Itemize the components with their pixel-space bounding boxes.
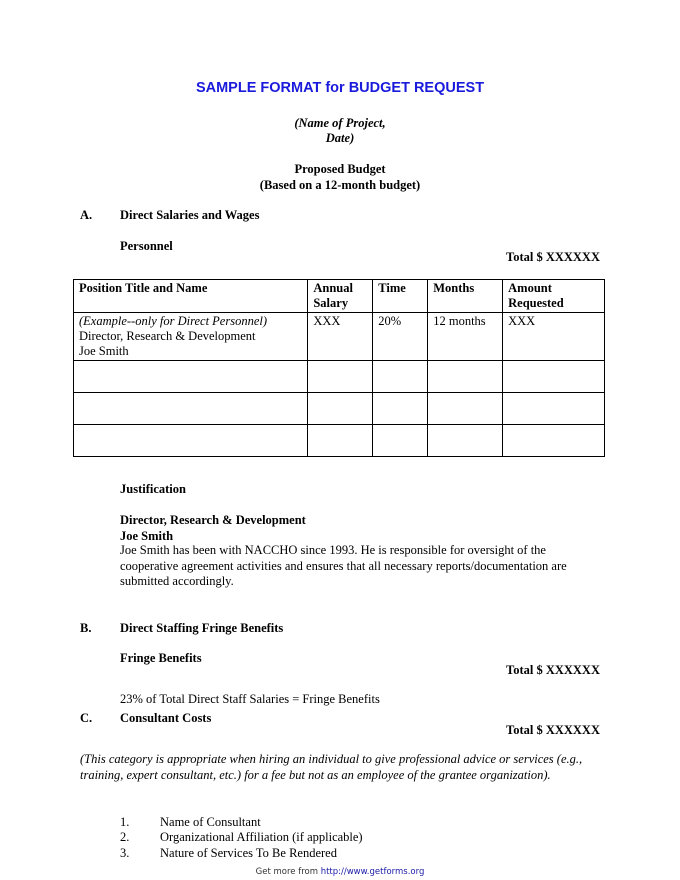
empty-cell <box>503 393 605 425</box>
empty-cell <box>428 393 503 425</box>
table-row <box>74 361 605 393</box>
consultant-note: (This category is appropriate when hiring an individual to give professional advice or services (e.g., training, expert consultant, etc.) for a fee but not as an employee of the grantee organization). <box>80 752 583 782</box>
empty-cell <box>428 425 503 457</box>
empty-cell <box>74 393 308 425</box>
empty-cell <box>308 425 373 457</box>
table-row <box>74 393 605 425</box>
empty-cell <box>428 361 503 393</box>
list-item-number: 3. <box>120 846 130 860</box>
list-item: Organizational Affiliation (if applicable) <box>160 830 363 844</box>
empty-cell <box>74 425 308 457</box>
list-item-number: 1. <box>120 815 130 829</box>
amount-cell: XXX <box>503 313 605 361</box>
table-row <box>74 425 605 457</box>
section-a-heading: Direct Salaries and Wages <box>120 208 260 222</box>
fringe-subheading: Fringe Benefits <box>120 651 202 665</box>
empty-cell <box>503 361 605 393</box>
justification-name: Joe Smith <box>120 529 174 543</box>
project-name-line: (Name of Project, <box>294 116 386 130</box>
footer-link[interactable]: http://www.getforms.org <box>320 867 425 877</box>
fringe-note: 23% of Total Direct Staff Salaries = Fringe Benefits <box>120 692 380 706</box>
section-c-letter: C. <box>80 711 93 725</box>
section-c-total: Total $ XXXXXX <box>506 723 600 737</box>
person-name: Joe Smith <box>79 344 129 358</box>
table-row <box>74 313 605 361</box>
empty-cell <box>373 393 428 425</box>
position-title: Director, Research & Development <box>79 329 256 343</box>
section-a-total: Total $ XXXXXX <box>506 250 600 264</box>
justification-text: Joe Smith has been with NACCHO since 1993. He is responsible for oversight of the cooperative agreement activities and ensures that all necessary reports/documentation are submitted accordingly. <box>120 543 567 588</box>
empty-cell <box>503 425 605 457</box>
footer-prefix: Get more from <box>255 867 321 877</box>
personnel-table <box>73 279 605 457</box>
list-item: Name of Consultant <box>160 815 261 829</box>
project-date-line: Date) <box>325 131 355 145</box>
position-cell <box>74 313 308 361</box>
proposed-budget-heading: Proposed Budget <box>294 162 386 176</box>
header-amount-requested: Amount Requested <box>503 280 605 313</box>
time-cell: 20% <box>373 313 428 361</box>
table-header-row <box>74 280 605 313</box>
header-position: Position Title and Name <box>74 280 308 313</box>
justification-role: Director, Research & Development <box>120 513 306 527</box>
header-time: Time <box>373 280 428 313</box>
justification-heading: Justification <box>120 482 186 496</box>
document-title: SAMPLE FORMAT for BUDGET REQUEST <box>195 80 485 96</box>
section-b-total: Total $ XXXXXX <box>506 663 600 677</box>
section-a-letter: A. <box>80 208 93 222</box>
empty-cell <box>308 393 373 425</box>
empty-cell <box>74 361 308 393</box>
budget-period-note: (Based on a 12-month budget) <box>259 178 421 192</box>
footer <box>0 867 680 877</box>
salary-cell: XXX <box>308 313 373 361</box>
header-annual-salary: Annual Salary <box>308 280 373 313</box>
empty-cell <box>308 361 373 393</box>
section-b-letter: B. <box>80 621 92 635</box>
section-c-heading: Consultant Costs <box>120 711 212 725</box>
section-b-heading: Direct Staffing Fringe Benefits <box>120 621 284 635</box>
header-months: Months <box>428 280 503 313</box>
personnel-subheading: Personnel <box>120 239 173 253</box>
example-note: (Example--only for Direct Personnel) <box>79 314 268 328</box>
list-item: Nature of Services To Be Rendered <box>160 846 337 860</box>
empty-cell <box>373 425 428 457</box>
list-item-number: 2. <box>120 830 130 844</box>
empty-cell <box>373 361 428 393</box>
months-cell: 12 months <box>428 313 503 361</box>
